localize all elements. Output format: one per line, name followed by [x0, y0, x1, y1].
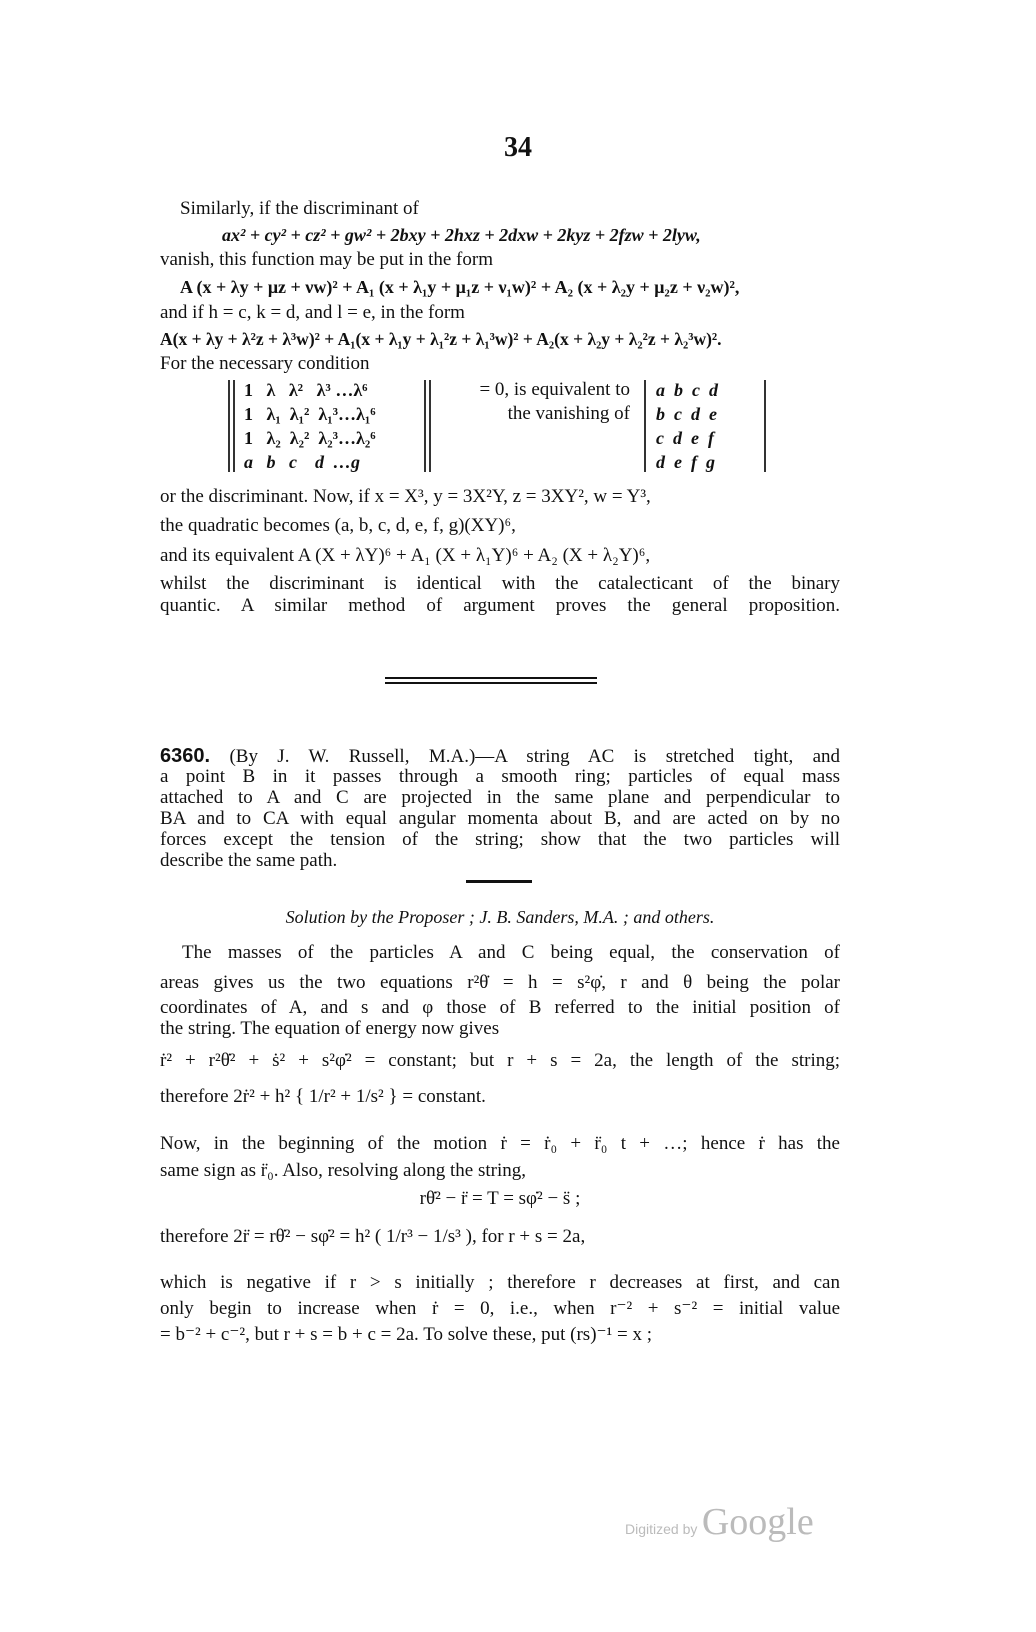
determinant-bar: [429, 380, 431, 472]
text-line: coordinates of A, and s and φ those of B referred to the initial position of: [160, 997, 840, 1018]
det-text: = 0, is equivalent to: [479, 379, 630, 400]
equation-line: therefore 2r̈ = rθ̇² − sφ̇² = h² ( 1/r³ − 1/s³ ), for r + s = 2a,: [160, 1226, 586, 1247]
determinant-bar: [644, 380, 646, 472]
text-line: The masses of the particles A and C being equal, the conservation of: [182, 942, 840, 963]
problem-text: (By J. W. Russell, M.A.)—A string AC is stretched tight, and: [229, 746, 841, 767]
text-line: same sign as r̈₀. Also, resolving along the string,: [160, 1160, 527, 1181]
text-line: [160, 745, 840, 768]
text-line: whilst the discriminant is identical with the catalecticant of the binary: [160, 573, 840, 594]
text-line: areas gives us the two equations r²θ̇ = h = s²φ̇, r and θ being the polar: [160, 972, 840, 993]
text-line: quantic. A similar method of argument proves the general proposition.: [160, 595, 840, 616]
section-divider: [385, 682, 597, 684]
section-divider: [385, 677, 597, 679]
text-line: which is negative if r > s initially ; therefore r decreases at first, and can: [160, 1272, 840, 1293]
text-line: For the necessary condition: [160, 353, 370, 374]
determinant-right: [656, 378, 718, 474]
short-divider: [466, 880, 532, 883]
text-line: or the discriminant. Now, if x = X³, y = 3X²Y, z = 3XY², w = Y³,: [160, 486, 651, 507]
text-line: and its equivalent A (X + λY)⁶ + A₁ (X + λ₁Y)⁶ + A₂ (X + λ₂Y)⁶,: [160, 545, 651, 566]
equation-line: A(x + λy + λ²z + λ³w)² + A₁(x + λ₁y + λ₁²z + λ₁³w)² + A₂(x + λ₂y + λ₂²z + λ₂³w)².: [160, 329, 722, 349]
det-row: b c d e: [656, 404, 717, 424]
text-line: Now, in the beginning of the motion ṙ = ṙ₀ + r̈₀ t + …; hence ṙ has the: [160, 1133, 840, 1154]
text-line: the string. The equation of energy now gives: [160, 1018, 500, 1039]
det-row: 1 λ λ² λ³ …λ⁶: [244, 380, 368, 400]
text-line: Similarly, if the discriminant of: [180, 198, 419, 219]
text-line: only begin to increase when ṙ = 0, i.e., when r⁻² + s⁻² = initial value: [160, 1298, 840, 1319]
det-row: 1 λ₁ λ₁² λ₁³…λ₁⁶: [244, 404, 376, 424]
determinant-bar: [764, 380, 766, 472]
text-line: and if h = c, k = d, and l = e, in the form: [160, 302, 465, 323]
determinant-bar: [228, 380, 230, 472]
page-number: 34: [504, 132, 532, 163]
text-line: = b⁻² + c⁻², but r + s = b + c = 2a. To solve these, put (rs)⁻¹ = x ;: [160, 1324, 652, 1345]
equation-line: rθ̇² − r̈ = T = sφ̇² − s̈ ;: [419, 1188, 581, 1209]
text-line: attached to A and C are projected in the same plane and perpendicular to: [160, 787, 840, 808]
text-line: a point B in it passes through a smooth ring; particles of equal mass: [160, 766, 840, 787]
det-row: a b c d: [656, 380, 718, 400]
equation-line: ax² + cy² + cz² + gw² + 2bxy + 2hxz + 2dxw + 2kyz + 2fzw + 2lyw,: [222, 225, 701, 245]
text-line: the quadratic becomes (a, b, c, d, e, f, g)(XY)⁶,: [160, 515, 516, 536]
equation-line: A (x + λy + μz + νw)² + A₁ (x + λ₁y + μ₁z + ν₁w)² + A₂ (x + λ₂y + μ₂z + ν₂w)²,: [180, 277, 740, 297]
det-row: 1 λ₂ λ₂² λ₂³…λ₂⁶: [244, 428, 376, 448]
digitized-watermark: [625, 1500, 814, 1544]
watermark-prefix: Digitized by: [625, 1521, 698, 1537]
problem-number: 6360.: [160, 745, 211, 767]
determinant-bar: [233, 380, 235, 472]
text-line: describe the same path.: [160, 850, 338, 871]
google-logo: Google: [701, 1501, 814, 1543]
text-line: vanish, this function may be put in the form: [160, 249, 493, 270]
det-row: c d e f: [656, 428, 714, 448]
solution-heading: Solution by the Proposer ; J. B. Sanders, M.A. ; and others.: [285, 907, 715, 927]
text-line: ṙ² + r²θ̇² + ṡ² + s²φ̇² = constant; but r + s = 2a, the length of the string;: [160, 1050, 840, 1071]
det-text: the vanishing of: [507, 403, 630, 424]
determinant-bar: [424, 380, 426, 472]
det-row: d e f g: [656, 452, 715, 472]
determinant-text: [438, 378, 630, 426]
text-line: BA and to CA with equal angular momenta about B, and are acted on by no: [160, 808, 840, 829]
equation-line: therefore 2ṙ² + h² { 1/r² + 1/s² } = constant.: [160, 1086, 486, 1107]
determinant-left: [244, 378, 376, 474]
text-line: forces except the tension of the string; show that the two particles will: [160, 829, 840, 850]
det-row: a b c d …g: [244, 452, 360, 472]
